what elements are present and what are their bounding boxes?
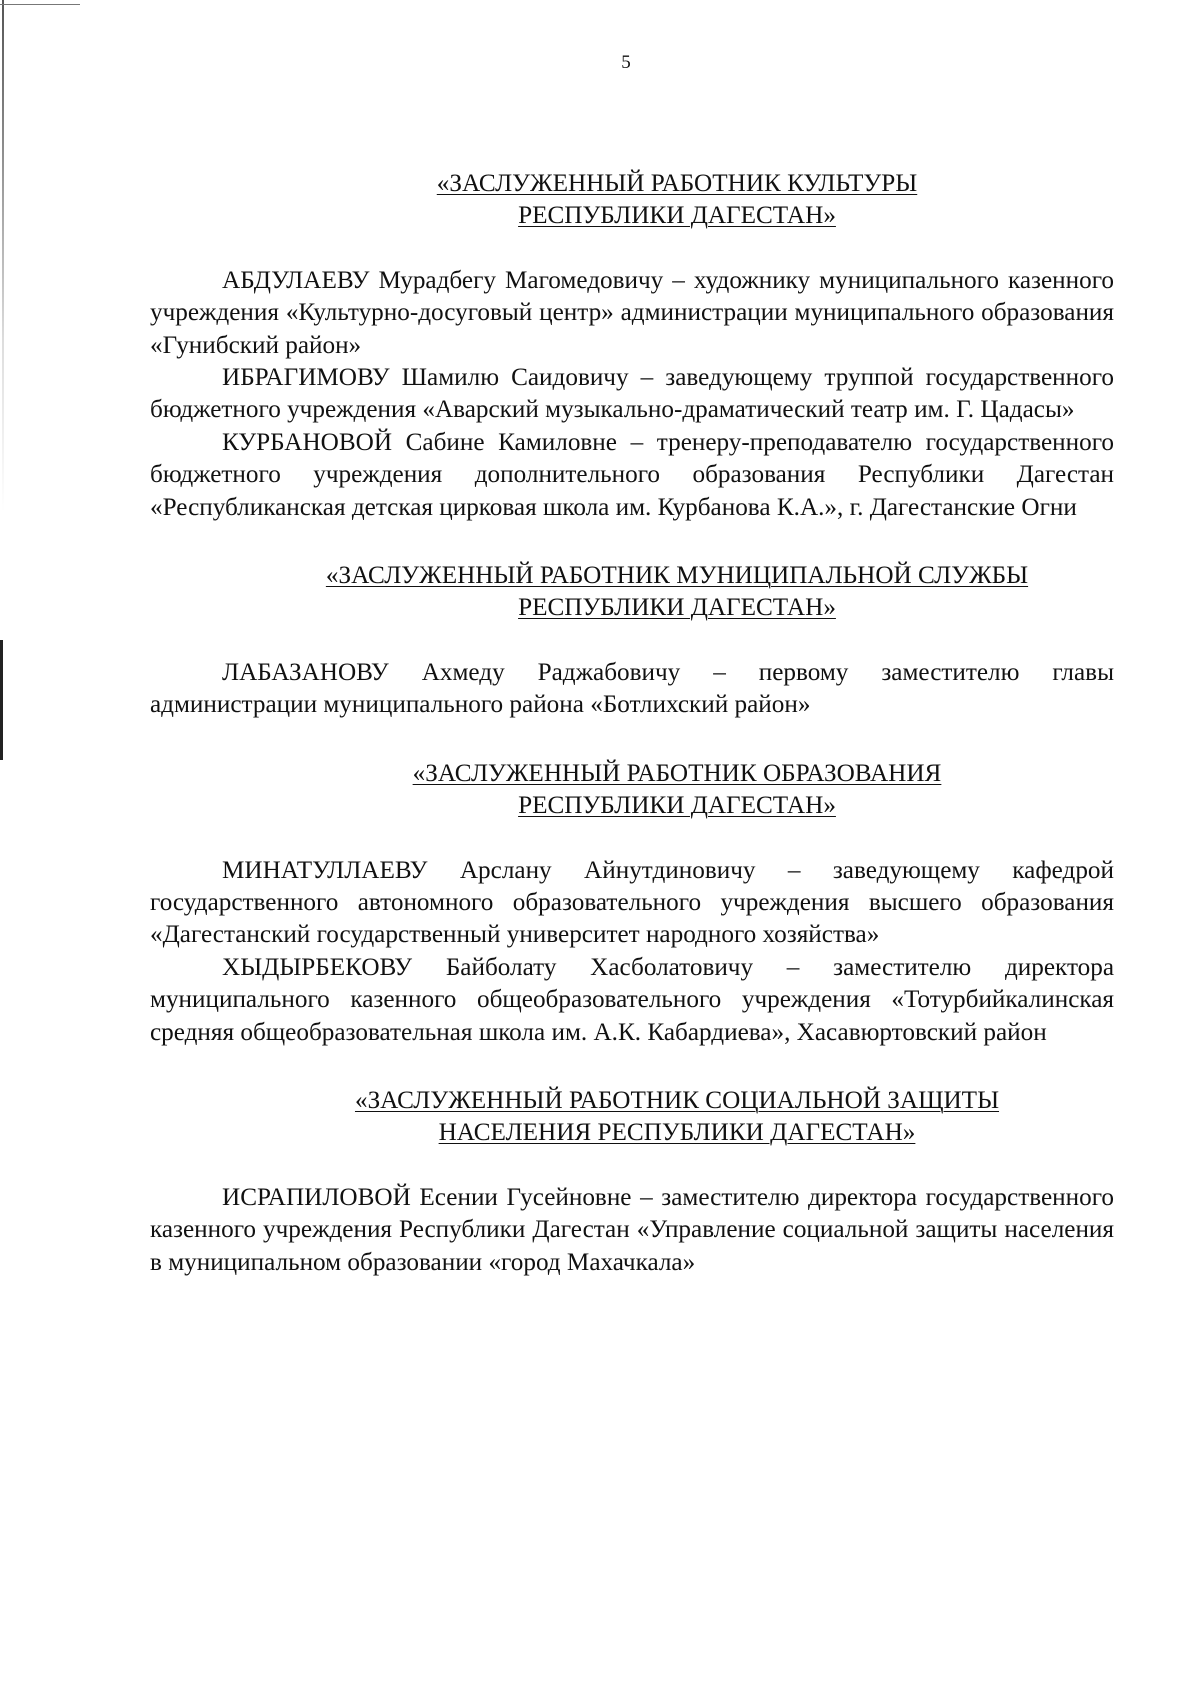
- section-heading-education: [150, 758, 1114, 823]
- section-heading-line: «ЗАСЛУЖЕННЫЙ РАБОТНИК ОБРАЗОВАНИЯ: [412, 759, 942, 787]
- section-heading-line: НАСЕЛЕНИЯ РЕСПУБЛИКИ ДАГЕСТАН»: [438, 1119, 916, 1147]
- award-entry: ХЫДЫРБЕКОВУ Байболату Хасболатовичу – заместителю директора муниципального казенного общеобразовательного учреждения «Тотурбийкалинская средняя общеобразовательная школа им. А.К. Кабардиева», Хасавюртовский район: [150, 953, 1114, 1046]
- section-heading-line: «ЗАСЛУЖЕННЫЙ РАБОТНИК СОЦИАЛЬНОЙ ЗАЩИТЫ: [354, 1086, 1000, 1114]
- section-heading-municipal-service: [150, 560, 1114, 625]
- scan-edge-mark: [0, 640, 3, 760]
- section-heading-line: РЕСПУБЛИКИ ДАГЕСТАН»: [518, 594, 836, 622]
- section-heading-line: РЕСПУБЛИКИ ДАГЕСТАН»: [518, 792, 836, 820]
- scan-edge-top: [0, 4, 80, 5]
- award-entry: АБДУЛАЕВУ Мурадбегу Магомедовичу – художнику муниципального казенного учреждения «Культурно-досуговый центр» администрации муниципального образования «Гунибский район»: [150, 266, 1114, 359]
- award-entry: ИСРАПИЛОВОЙ Есении Гусейновне – заместителю директора государственного казенного учреждения Республики Дагестан «Управление социальной защиты населения в муниципальном образовании «город Махачкала»: [150, 1183, 1114, 1276]
- section-heading-line: «ЗАСЛУЖЕННЫЙ РАБОТНИК МУНИЦИПАЛЬНОЙ СЛУЖБЫ: [325, 562, 1029, 590]
- award-entry: КУРБАНОВОЙ Сабине Камиловне – тренеру-преподавателю государственного бюджетного учреждения дополнительного образования Республики Дагестан «Республиканская детская цирковая школа им. Курбанова К.А.», г. Дагестанские Огни: [150, 428, 1114, 521]
- award-entry: МИНАТУЛЛАЕВУ Арслану Айнутдиновичу – заведующему кафедрой государственного автономного образовательного учреждения высшего образования «Дагестанский государственный университет народного хозяйства»: [150, 856, 1114, 949]
- section-heading-culture: [150, 168, 1114, 233]
- section-heading-line: «ЗАСЛУЖЕННЫЙ РАБОТНИК КУЛЬТУРЫ: [436, 170, 918, 197]
- document-body: [150, 168, 1114, 1279]
- award-entry: ЛАБАЗАНОВУ Ахмеду Раджабовичу – первому заместителю главы администрации муниципального района «Ботлихский район»: [150, 658, 1114, 719]
- section-heading-line: РЕСПУБЛИКИ ДАГЕСТАН»: [518, 202, 836, 230]
- scan-edge: [2, 0, 4, 1707]
- page-number: 5: [621, 52, 631, 73]
- section-heading-social-protection: [150, 1085, 1114, 1150]
- award-entry: ИБРАГИМОВУ Шамилю Саидовичу – заведующему труппой государственного бюджетного учреждения «Аварский музыкально-драматический театр им. Г. Цадасы»: [150, 364, 1114, 424]
